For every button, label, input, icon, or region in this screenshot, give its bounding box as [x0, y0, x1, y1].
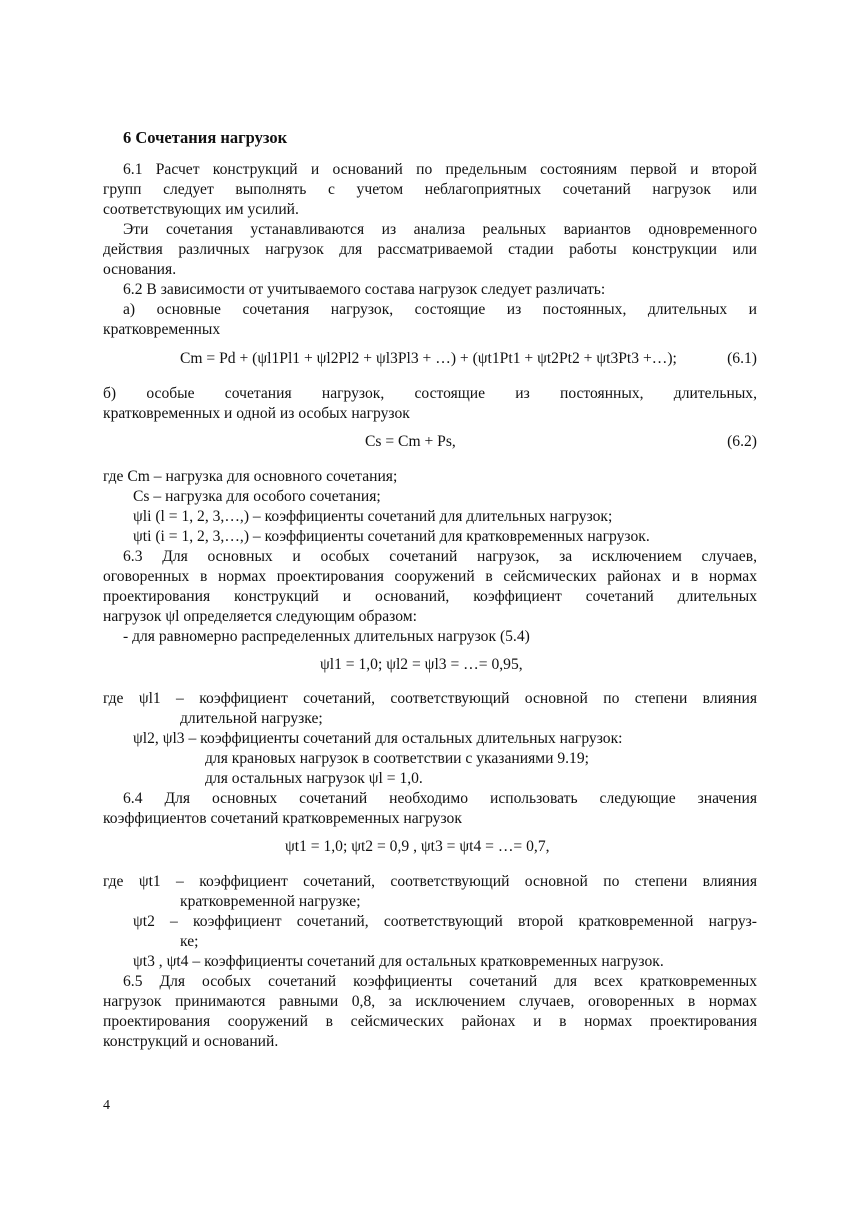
definition-line: ψti (i = 1, 2, 3,…,) – коэффициенты сочетаний для кратковременных нагрузок.	[133, 528, 650, 545]
paragraph-line: 6.3 Для основных и особых сочетаний нагрузок, за исключением случаев,	[123, 548, 757, 565]
paragraph-line: 6.5 Для особых сочетаний коэффициенты сочетаний для всех кратковременных	[123, 973, 757, 990]
paragraph-line: - для равномерно распределенных длительных нагрузок (5.4)	[123, 628, 530, 645]
paragraph-line: 6.1 Расчет конструкций и оснований по предельным состояниям первой и второй	[123, 161, 757, 178]
definition-line: ке;	[180, 933, 199, 950]
paragraph-line: проектирования сооружений в сейсмических районах и в нормах проектирования	[103, 1013, 757, 1030]
paragraph-line: кратковременных	[103, 321, 221, 338]
formula-long-coefficients: ψl1 = 1,0; ψl2 = ψl3 = …= 0,95,	[320, 656, 523, 673]
paragraph-line: конструкций и оснований.	[103, 1033, 279, 1050]
formula-number: (6.1)	[727, 350, 757, 367]
formula-6-1: Cm = Pd + (ψl1Pl1 + ψl2Pl2 + ψl3Pl3 + …) + (ψt1Pt1 + ψt2Pt2 + ψt3Pt3 +…);	[180, 350, 677, 367]
definition-line: Cs – нагрузка для особого сочетания;	[133, 488, 381, 505]
paragraph-line: оговоренных в нормах проектирования сооружений в сейсмических районах и в нормах	[103, 568, 757, 585]
definition-line: где ψt1 – коэффициент сочетаний, соответствующий основной по степени влияния	[103, 873, 757, 890]
paragraph-line: а) основные сочетания нагрузок, состоящие из постоянных, длительных и	[123, 301, 757, 318]
paragraph-line: нагрузок ψl определяется следующим образом:	[103, 608, 417, 625]
definition-line: где Cm – нагрузка для основного сочетания;	[103, 468, 398, 485]
definition-line: ψt2 – коэффициент сочетаний, соответствующий второй кратковременной нагруз-	[133, 913, 757, 930]
definition-line: кратковременной нагрузке;	[180, 893, 361, 910]
formula-short-coefficients: ψt1 = 1,0; ψt2 = 0,9 , ψt3 = ψt4 = …= 0,7,	[285, 838, 550, 855]
paragraph-line: кратковременных и одной из особых нагрузок	[103, 405, 410, 422]
section-heading: 6 Сочетания нагрузок	[123, 128, 288, 147]
paragraph-line: групп следует выполнять с учетом неблагоприятных сочетаний нагрузок или	[103, 181, 757, 198]
definition-line: ψt3 , ψt4 – коэффициенты сочетаний для остальных кратковременных нагрузок.	[133, 953, 664, 970]
definition-line: где ψl1 – коэффициент сочетаний, соответствующий основной по степени влияния	[103, 690, 757, 707]
definition-line: ψl2, ψl3 – коэффициенты сочетаний для остальных длительных нагрузок:	[133, 730, 623, 747]
paragraph-line: б) особые сочетания нагрузок, состоящие из постоянных, длительных,	[103, 385, 757, 402]
paragraph-line: соответствующих им усилий.	[103, 201, 299, 218]
paragraph-line: 6.4 Для основных сочетаний необходимо использовать следующие значения	[123, 790, 757, 807]
paragraph-line: действия различных нагрузок для рассматриваемой стадии работы конструкции или	[103, 241, 757, 258]
definition-line: длительной нагрузке;	[180, 710, 323, 727]
paragraph-line: проектирования конструкций и оснований, коэффициент сочетаний длительных	[103, 588, 757, 605]
page-number: 4	[103, 1098, 110, 1113]
paragraph-line: нагрузок принимаются равными 0,8, за исключением случаев, оговоренных в нормах	[103, 993, 757, 1010]
definition-line: для крановых нагрузок в соответствии с указаниями 9.19;	[205, 750, 589, 767]
paragraph-line: основания.	[103, 261, 177, 278]
definition-line: для остальных нагрузок ψl = 1,0.	[205, 770, 423, 787]
paragraph-line: Эти сочетания устанавливаются из анализа реальных вариантов одновременного	[123, 221, 757, 238]
paragraph-line: 6.2 В зависимости от учитываемого состава нагрузок следует различать:	[123, 281, 606, 298]
definition-line: ψli (l = 1, 2, 3,…,) – коэффициенты сочетаний для длительных нагрузок;	[133, 508, 613, 525]
formula-number: (6.2)	[727, 433, 757, 450]
paragraph-line: коэффициентов сочетаний кратковременных нагрузок	[103, 810, 462, 827]
formula-6-2: Cs = Cm + Ps,	[365, 433, 456, 450]
